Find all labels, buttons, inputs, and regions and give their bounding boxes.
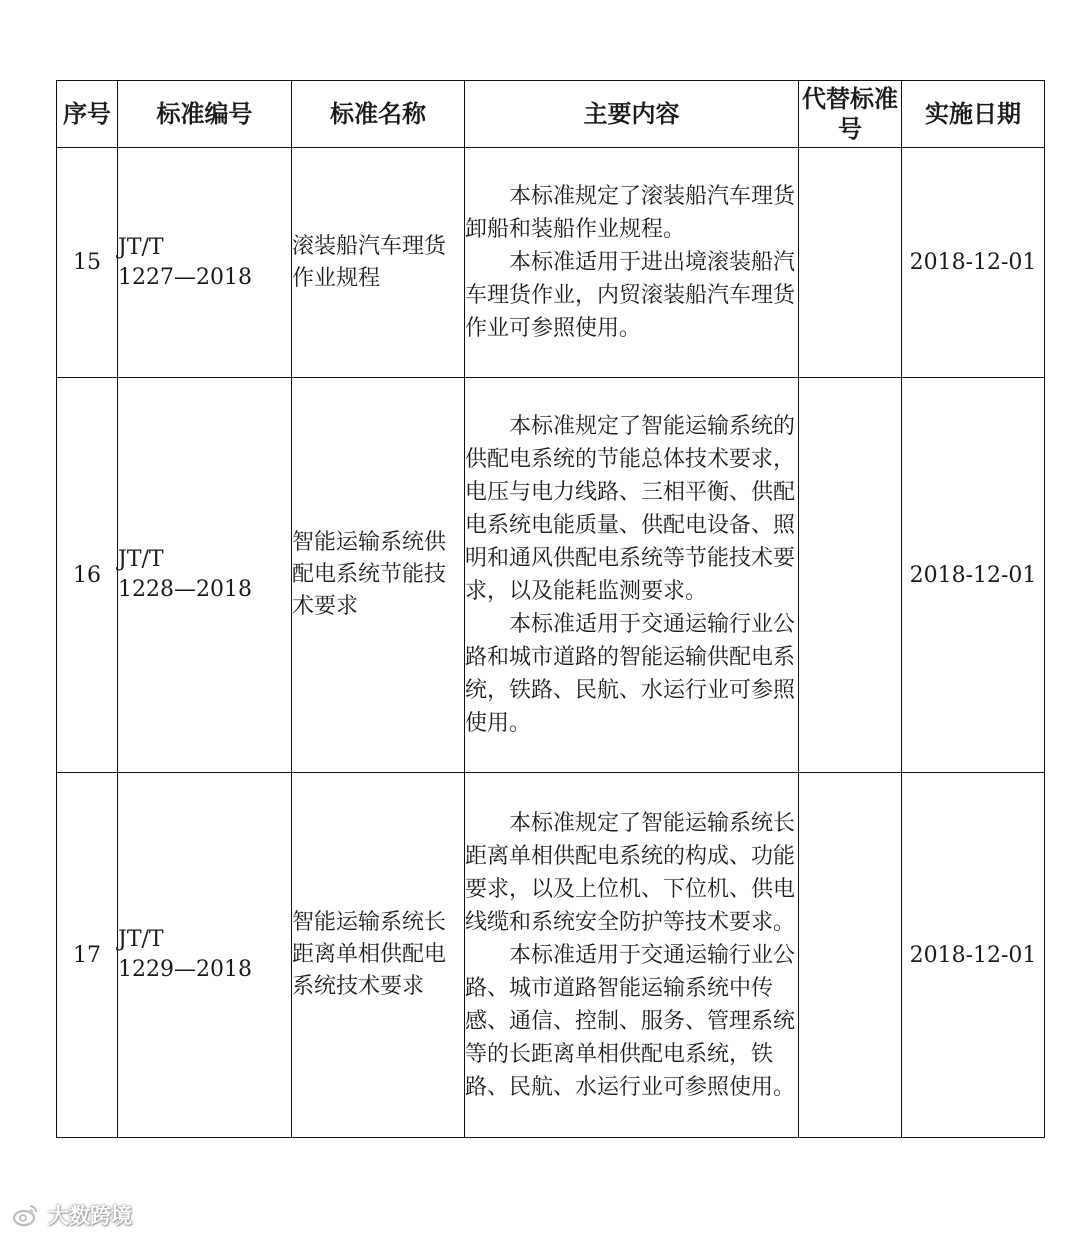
row-code: [118, 378, 292, 773]
table-row: [57, 378, 1045, 773]
row-replaced: [799, 148, 902, 378]
table-header-row: [57, 81, 1045, 148]
row-code: [118, 148, 292, 378]
row-content-scope: 本标准规定了智能运输系统长距离单相供配电系统的构成、功能要求，以及上位机、下位机、供电线缆和系统安全防护等技术要求。: [465, 810, 796, 935]
row-date: 2018-12-01: [902, 378, 1045, 773]
header-seq: 序号: [57, 81, 118, 148]
watermark: [12, 1199, 132, 1231]
row-content-applicability: 本标准适用于进出境滚装船汽车理货作业，内贸滚装船汽车理货作业可参照使用。: [465, 250, 796, 341]
row-code-line2: 1228—2018: [118, 577, 252, 602]
row-seq: 16: [57, 378, 118, 773]
row-code-line1: JT/T: [118, 547, 164, 572]
watermark-text: 大数跨境: [48, 1204, 132, 1228]
row-code-line2: 1229—2018: [118, 957, 252, 982]
header-code: 标准编号: [118, 81, 292, 148]
row-content: [465, 773, 799, 1138]
row-seq: 17: [57, 773, 118, 1138]
header-date: 实施日期: [902, 81, 1045, 148]
table-row: [57, 773, 1045, 1138]
row-code-line1: JT/T: [118, 234, 164, 260]
row-name: 智能运输系统供配电系统节能技术要求: [292, 378, 465, 773]
header-replaced: 代替标准号: [799, 81, 902, 148]
row-content-scope: 本标准规定了智能运输系统的供配电系统的节能总体技术要求，电压与电力线路、三相平衡、供配电系统电能质量、供配电设备、照明和通风供配电系统等节能技术要求，以及能耗监测要求。: [465, 414, 796, 604]
row-seq: 15: [57, 148, 118, 378]
row-code-line2: 1227—2018: [118, 264, 252, 290]
table-row: [57, 148, 1045, 378]
row-replaced: [799, 773, 902, 1138]
header-content: 主要内容: [465, 81, 799, 148]
row-name: 滚装船汽车理货作业规程: [292, 148, 465, 378]
row-content: [465, 378, 799, 773]
row-content-applicability: 本标准适用于交通运输行业公路、城市道路智能运输系统中传感、通信、控制、服务、管理系统等的长距离单相供配电系统，铁路、民航、水运行业可参照使用。: [465, 942, 796, 1100]
row-date: 2018-12-01: [902, 773, 1045, 1138]
row-content: [465, 148, 799, 378]
row-replaced: [799, 378, 902, 773]
row-name: 智能运输系统长距离单相供配电系统技术要求: [292, 773, 465, 1138]
row-content-scope: 本标准规定了滚装船汽车理货卸船和装船作业规程。: [465, 184, 796, 242]
row-code-line1: JT/T: [118, 927, 164, 952]
standards-table: [56, 80, 1045, 1138]
weibo-logo-icon: [12, 1201, 40, 1229]
row-code: [118, 773, 292, 1138]
row-content-applicability: 本标准适用于交通运输行业公路和城市道路的智能运输供配电系统，铁路、民航、水运行业可参照使用。: [465, 612, 796, 736]
row-date: 2018-12-01: [902, 148, 1045, 378]
header-name: 标准名称: [292, 81, 465, 148]
